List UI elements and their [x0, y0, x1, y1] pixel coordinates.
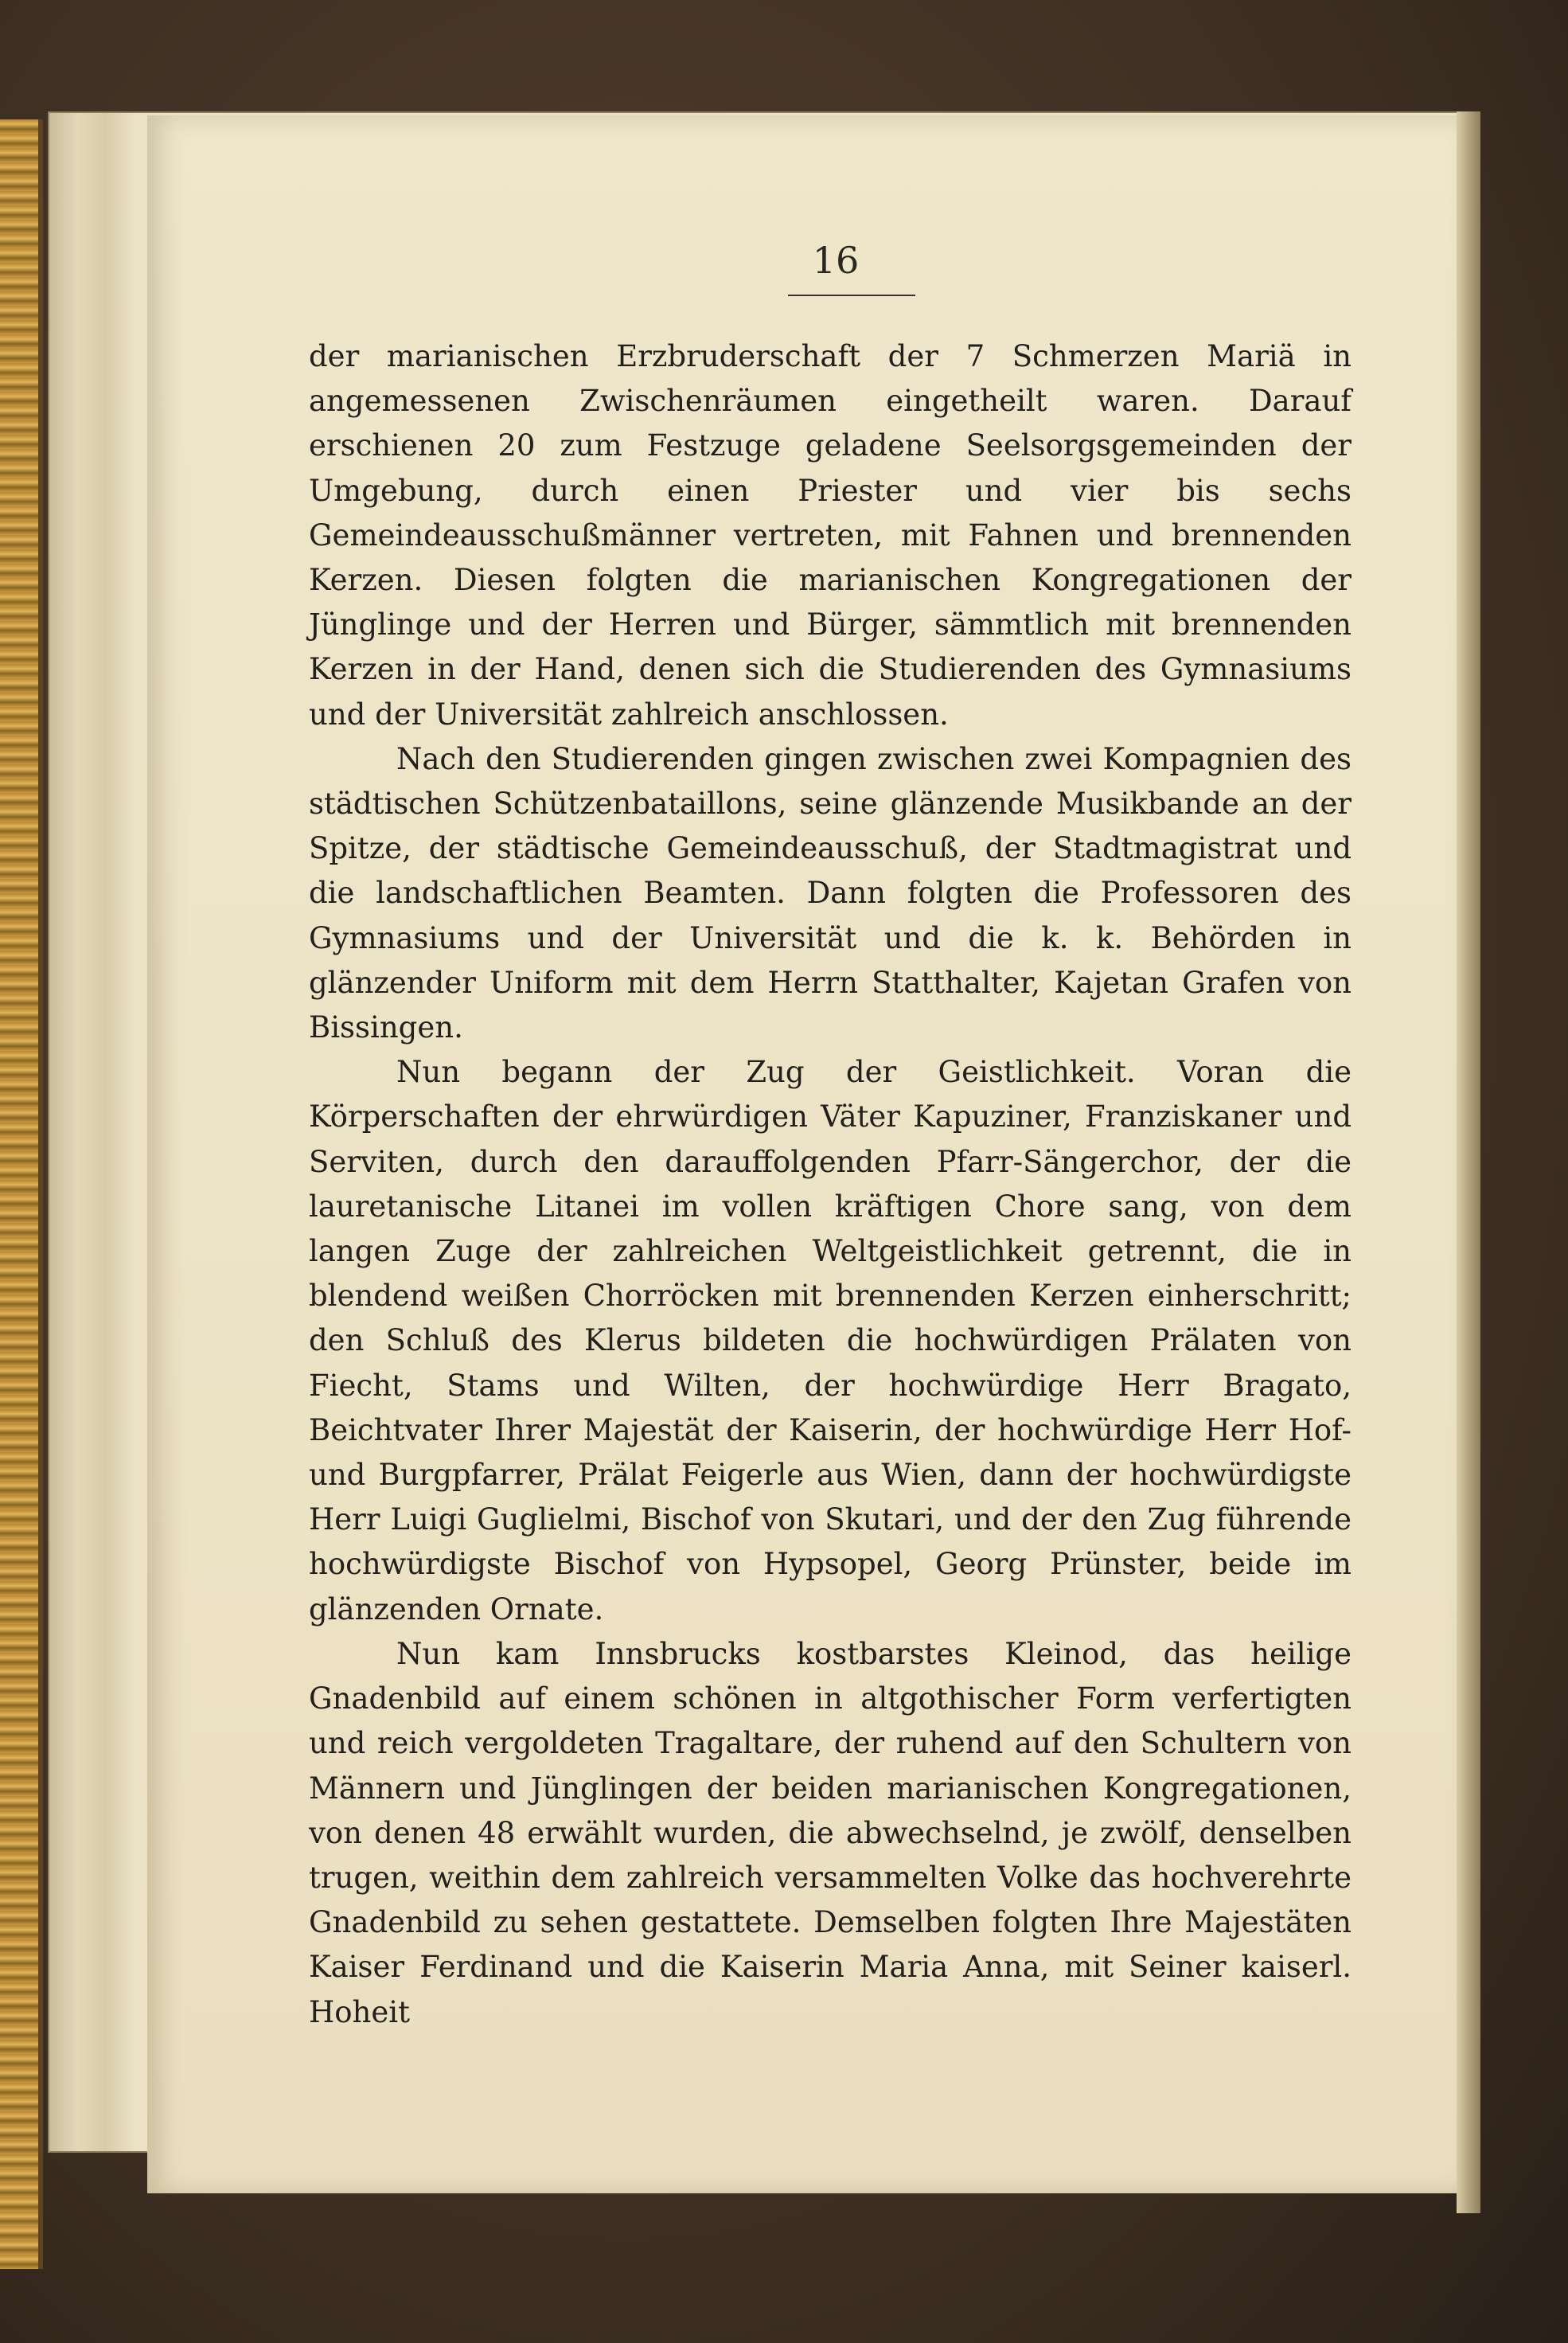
paragraph-1: der marianischen Erzbruderschaft der 7 Schmerzen Mariä in angemessenen Zwischenräumen eingetheilt waren. Darauf erschienen 20 zum Festzuge geladene Seelsorgsgemeinden der Umgebung, durch einen Priester und vier bis sechs Gemeindeausschußmänner vertreten, mit Fahnen und brennenden Kerzen. Diesen folgten die marianischen Kongregationen der Jünglinge und der Herren und Bürger, sämmtlich mit brennenden Kerzen in der Hand, denen sich die Studierenden des Gymnasiums und der Universität zahlreich anschlossen. — [309, 339, 1352, 732]
paragraph-2: Nach den Studierenden gingen zwischen zwei Kompagnien des städtischen Schützenbataillons, seine glänzende Musikbande an der Spitze, der städtische Gemeindeausschuß, der Stadtmagistrat und die landschaftlichen Beamten. Dann folgten die Professoren des Gymnasiums und der Universität und die k. k. Behörden in glänzender Uniform mit dem Herrn Statthalter, Kajetan Grafen von Bissingen. — [309, 741, 1352, 1045]
paragraph-4: Nun kam Innsbrucks kostbarstes Kleinod, das heilige Gnadenbild auf einem schönen in altgothischer Form verfertigten und reich vergoldeten Tragaltare, der ruhend auf den Schultern von Männern und Jünglingen der beiden marianischen Kongregationen, von denen 48 erwählt wurden, die abwechselnd, je zwölf, denselben trugen, weithin dem zahlreich versammelten Volke das hochverehrte Gnadenbild zu sehen gestattete. Demselben folgten Ihre Majestäten Kaiser Ferdinand und die Kaiserin Maria Anna, mit Seiner kaiserl. Hoheit — [309, 1636, 1352, 2029]
paragraph-3: Nun begann der Zug der Geistlichkeit. Voran die Körperschaften der ehrwürdigen Väter Kapuziner, Franziskaner und Serviten, durch den darauffolgenden Pfarr-Sängerchor, der die lauretanische Litanei im vollen kräftigen Chore sang, von dem langen Zuge der zahlreichen Weltgeistlichkeit getrennt, die in blendend weißen Chorröcken mit brennenden Kerzen einherschritt; den Schluß des Klerus bildeten die hochwürdigen Prälaten von Fiecht, Stams und Wilten, der hochwürdige Herr Bragato, Beichtvater Ihrer Majestät der Kaiserin, der hochwürdige Herr Hof- und Burgpfarrer, Prälat Feigerle aus Wien, dann der hochwürdigste Herr Luigi Guglielmi, Bischof von Skutari, und der den Zug führende hochwürdigste Bischof von Hypsopel, Georg Prünster, beide im glänzenden Ornate. — [309, 1055, 1352, 1626]
page-right-edge — [1457, 111, 1480, 2213]
book-spine-edge — [0, 119, 43, 2269]
page-number: 16 — [812, 239, 860, 282]
page-number-rule — [788, 295, 915, 296]
page-body-text — [309, 334, 1352, 2035]
